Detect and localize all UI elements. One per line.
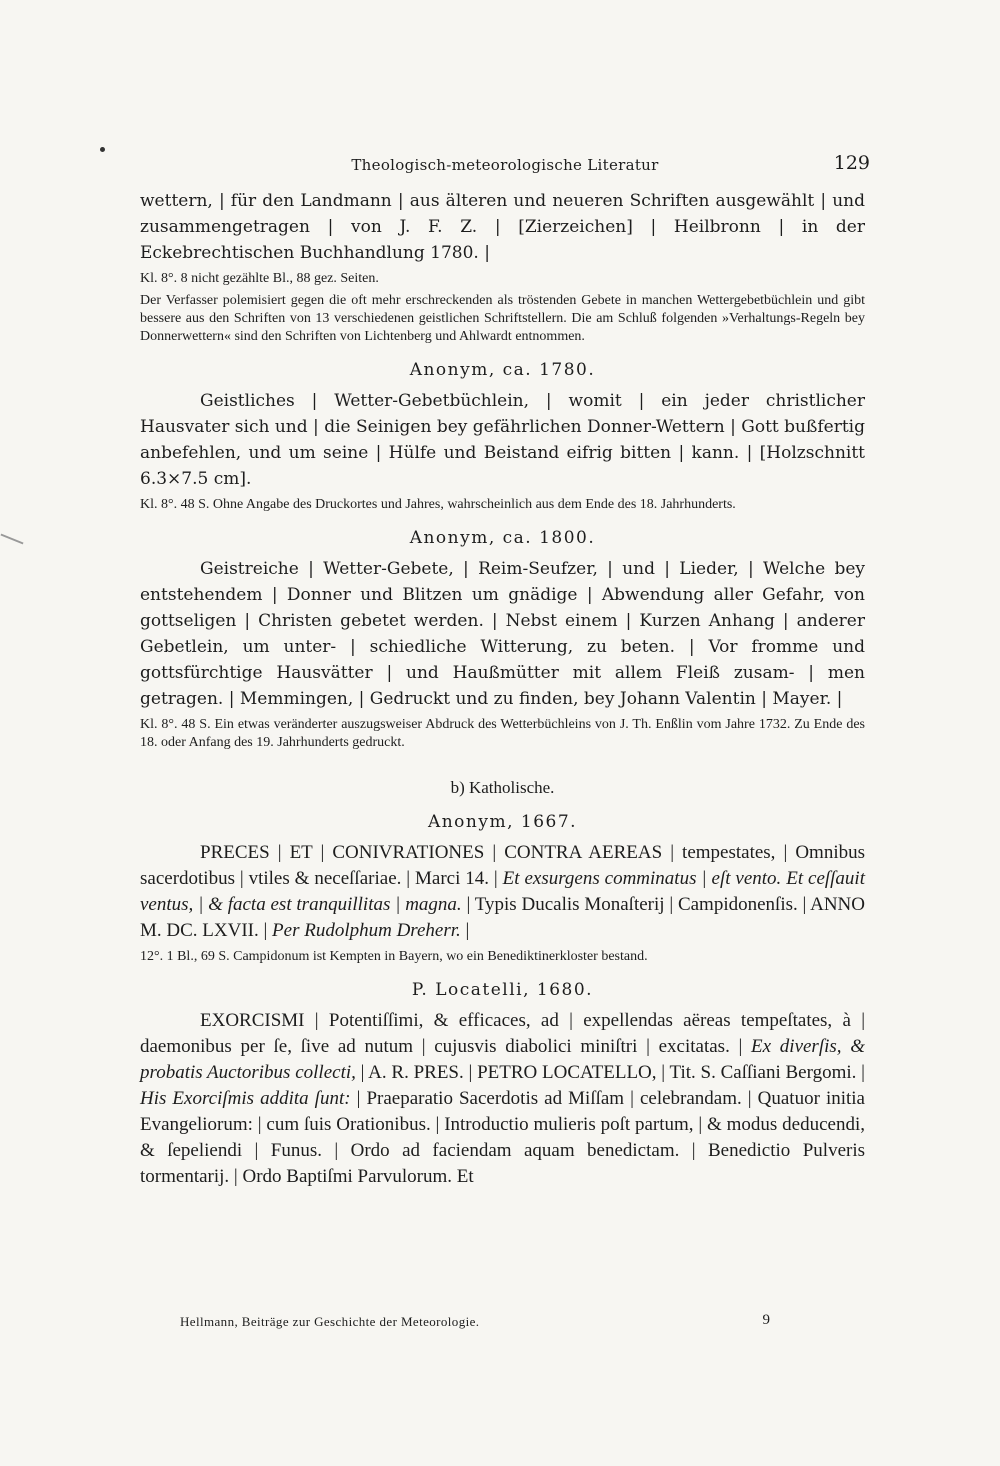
entry-2-heading: Anonym, ca. 1780.: [409, 360, 596, 380]
running-title: Theologisch-meteorologische Literatur: [351, 156, 659, 174]
ink-dot: [100, 147, 105, 152]
entry-1-collation: Kl. 8°. 8 nicht gezählte Bl., 88 gez. Seiten.: [140, 271, 379, 286]
page-number: 129: [833, 152, 870, 174]
entry-3-note: Kl. 8°. 48 S. Ein etwas veränderter auszugsweiser Abdruck des Wetterbüchleins von J. Th. Enßlin vom Jahre 1732. Zu Ende des 18. oder Anfang des 19. Jahrhunderts gedruckt.: [140, 717, 865, 750]
entry-4-note: 12°. 1 Bl., 69 S. Campidonum ist Kempten in Bayern, wo ein Benediktinerkloster bestand.: [140, 949, 648, 964]
entry-4-title-a: PRECES | ET | CONIVRATIONES | CONTRA AEREAS | tempestates, | Omnibus sacerdotibus | vtiles & neceſſariae. | Marci 14. |: [140, 842, 865, 889]
entry-5-title-b: | A. R. PRES. | PETRO LOCATELLO, | Tit. S. Caſſiani Bergomi. |: [355, 1062, 865, 1083]
entry-3: [140, 528, 865, 752]
entry-1-note: Der Verfasser polemisiert gegen die oft mehr erschreckenden als tröstenden Gebete in manchen Wettergebetbüchlein und gibt bessere aus den Schriften von 13 verschiedenen geistlichen Schriftstellern. Die am Schluß folgenden »Verhaltungs-Regeln bey Donnerwettern« sind den Schriften von Lichtenberg und Ahlwardt entnommen.: [140, 293, 865, 344]
entry-4-title: [140, 840, 865, 944]
entry-4-title-italic-1: Et exsurgens comminatus | eſt vento. Et ceſſauit ventus, | & facta est tranquillitas | magna.: [140, 868, 865, 915]
section-b-heading: b) Katholische.: [450, 778, 555, 797]
entry-5-heading: P. Locatelli, 1680.: [411, 980, 594, 1000]
entry-2: [140, 360, 865, 514]
entry-5-title-c: | Praeparatio Sacerdotis ad Miſſam | celebrandam. | Quatuor initia Evangeliorum: | cum ſuis Orationibus. | Introductio mulieris poſt partum, | & modus deducendi, & ſepeliendi | Funus. | Ordo ad faciendam aquam benedictam. | Benedictio Pulveris tormentarij. | Ordo Baptiſmi Parvulorum. Et: [140, 1088, 865, 1187]
entry-3-title: Geistreiche | Wetter-Gebete, | Reim-Seufzer, | und | Lieder, | Welche bey entstehendem | Donner und Blitzen um gnädige | Abwendung aller Gefahr, von gottseligen | Christen gebetet werden. | Nebst einem | Kurzen Anhang | anderer Gebetlein, um unter- | schiedliche Witterung, zu beten. | Vor fromme und gottsfürchtige Hausvätter | und Haußmütter mit allem Fleiß zusam- | men getragen. | Memmingen, | Gedruckt und zu finden, bey Johann Valentin | Mayer. |: [140, 559, 865, 709]
running-header: [140, 150, 870, 180]
entry-5-title: [140, 1008, 865, 1190]
entry-4-heading: Anonym, 1667.: [427, 812, 578, 832]
entry-4-title-italic-2: Per Rudolphum Dreherr.: [272, 920, 461, 941]
footer-author-line: Hellmann, Beiträge zur Geschichte der Meteorologie.: [180, 1314, 480, 1329]
entry-2-note: Kl. 8°. 48 S. Ohne Angabe des Druckortes und Jahres, wahrscheinlich aus dem Ende des 18. Jahrhunderts.: [140, 497, 736, 512]
page-content: [140, 188, 865, 1190]
entry-1-title: wettern, | für den Landmann | aus älteren und neueren Schriften ausgewählt | und zusammengetragen | von J. F. Z. | [Zierzeichen] | Heilbronn | in der Eckebrechtischen Buchhandlung 1780. |: [140, 191, 865, 263]
entry-1: [140, 188, 865, 346]
entry-3-heading: Anonym, ca. 1800.: [409, 528, 596, 548]
entry-5-title-italic-2: His Exorciſmis addita ſunt:: [140, 1088, 351, 1109]
entry-5-title-a: EXORCISMI | Potentiſſimi, & efficaces, ad | expellendas aëreas tempeſtates, à | daemonibus per ſe, ſive ad nutum | cujusvis diabolici miniſtri | excitatas. |: [140, 1010, 865, 1057]
entry-5-title-italic-1: Ex diverſis, & probatis Auctoribus collecti,: [140, 1036, 866, 1083]
entry-4-title-c: |: [460, 920, 470, 941]
page-footer: [180, 1312, 770, 1336]
margin-mark: [0, 534, 23, 545]
footer-signature: 9: [762, 1312, 770, 1328]
entry-5: [140, 980, 865, 1190]
entry-4-title-b: | Typis Ducalis Monaſterij | Campidonenſis. | ANNO M. DC. LXVII. |: [140, 894, 865, 941]
entry-2-title: Geistliches | Wetter-Gebetbüchlein, | womit | ein jeder christlicher Hausvater sich und | die Seinigen bey gefährlichen Donner-Wettern | Gott bußfertig anbefehlen, und um seine | Hülfe und Beistand eifrig bitten | kann. | [Holzschnitt 6.3×7.5 cm].: [140, 391, 865, 489]
entry-4: [140, 812, 865, 966]
